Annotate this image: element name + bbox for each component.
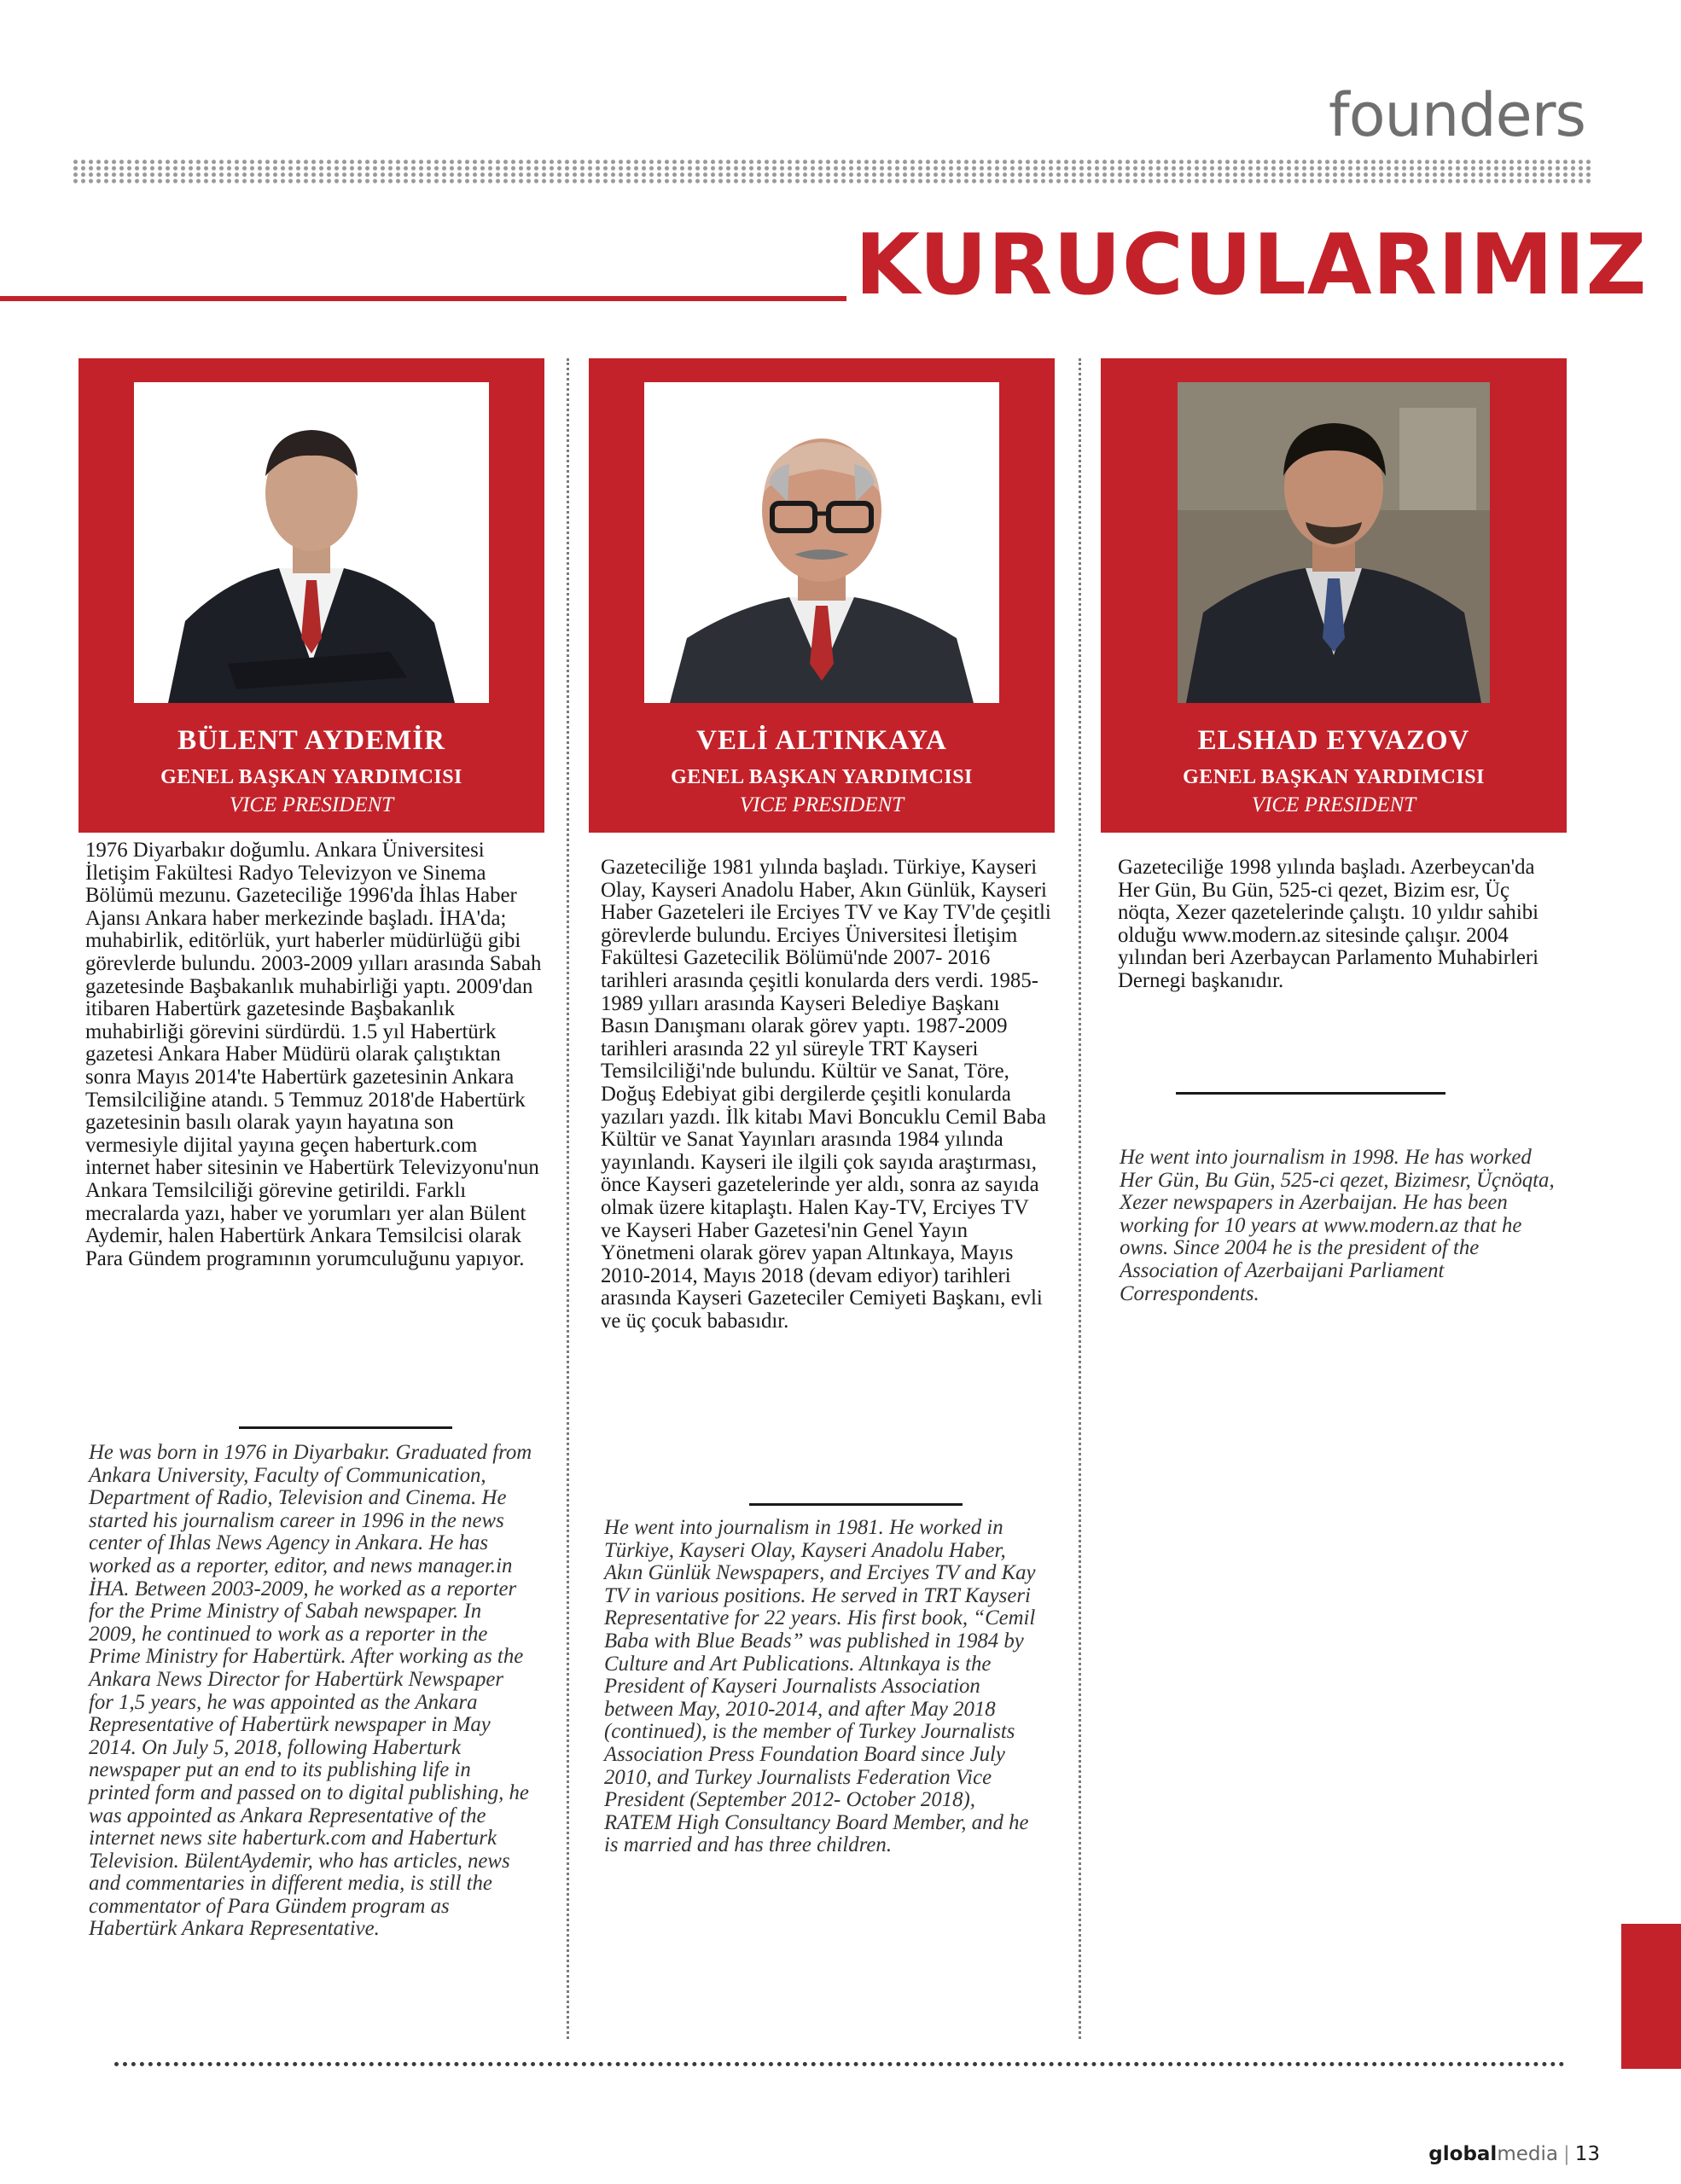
- bio-separator: [1176, 1092, 1445, 1095]
- founder-bio-tr: 1976 Diyarbakır doğumlu. Ankara Üniversitesi İletişim Fakültesi Radyo Televizyon ve Sinema Bölümü mezunu. Gazeteciliğe 1996'da İhlas Haber Ajansı Ankara haber merkezinde başladı. İHA'da; muhabirlik, editörlük, yurt haberler müdürlüğü gibi görevlerde bulundu. 2003-2009 yılları arasında Sabah gazetesinde Başbakanlık muhabirliği yaptı. 2009'dan itibaren Habertürk gazetesinde Başbakanlık muhabirliği görevini sürdürdü. 1.5 yıl Habertürk gazetesi Ankara Haber Müdürü olarak çalıştıktan sonra Mayıs 2014'te Habertürk gazetesinin Ankara Temsilciliğine atandı. 5 Temmuz 2018'de Habertürk gazetesinin basılı olarak yayın hayatına son vermesiyle dijital yayına geçen haberturk.com internet haber sitesinin ve Habertürk Televizyonu'nun Ankara Temsilciliği görevine getirildi. Farklı mecralarda yazı, haber ve yorumları yer alan Bülent Aydemir, halen Habertürk Ankara Temsilcisi olarak Para Gündem programının yorumculuğunu yapıyor.: [85, 839, 542, 1270]
- founder-role-tr: GENEL BAŞKAN YARDIMCISI: [671, 766, 973, 788]
- founder-bio-en: He went into journalism in 1981. He worked in Türkiye, Kayseri Olay, Kayseri Anadolu Haber, Akın Günlük Newspapers, and Erciyes TV and Kay TV in various positions. He served in TRT Kayseri Representative for 22 years. His first book, “Cemil Baba with Blue Beads” was published in 1984 by Culture and Art Publications. Altınkaya is the President of Kayseri Journalists Association between May, 2010-2014, and after May 2018 (continued), is the member of Turkey Journalists Association Press Foundation Board since July 2010, and Turkey Journalists Federation Vice President (September 2012- October 2018), RATEM High Consultancy Board Member, and he is married and has three children.: [604, 1516, 1036, 1857]
- founder-role-tr: GENEL BAŞKAN YARDIMCISI: [160, 766, 462, 788]
- column-divider: [1079, 358, 1081, 2039]
- section-label: founders: [1329, 80, 1585, 150]
- bio-separator: [749, 1503, 963, 1506]
- title-rule: [0, 296, 846, 301]
- founder-name: ELSHAD EYVAZOV: [1197, 725, 1470, 756]
- founder-bio-en: He was born in 1976 in Diyarbakır. Graduated from Ankara University, Faculty of Communication, Department of Radio, Television and Cinema. He started his journalism career in 1996 in the news center of Ihlas News Agency in Ankara. He has worked as a reporter, editor, and news manager.in İHA. Between 2003-2009, he worked as a reporter for the Prime Ministry of Sabah newspaper. In 2009, he continued to work as a reporter in the Prime Ministry for Habertürk. After working as the Ankara News Director for Habertürk Newspaper for 1,5 years, he was appointed as the Ankara Representative of Habertürk newspaper in May 2014. On July 5, 2018, following Haberturk newspaper put an end to its publishing life in printed form and passed on to digital publishing, he was appointed as Ankara Representative of the internet news site haberturk.com and Haberturk Television. BülentAydemir, who has articles, news and commentaries in different media, is still the commentator of Para Gündem program as Habertürk Ankara Representative.: [89, 1441, 532, 1941]
- footer-brand-light: media: [1497, 2143, 1558, 2165]
- founder-photo: [134, 382, 489, 703]
- founder-card: [79, 358, 544, 833]
- page-number: 13: [1574, 2143, 1600, 2165]
- founder-role-tr: GENEL BAŞKAN YARDIMCISI: [1183, 766, 1485, 788]
- column-divider: [567, 358, 569, 2039]
- founder-bio-en: He went into journalism in 1998. He has worked Her Gün, Bu Gün, 525-ci qezet, Bizimesr, Üçnöqta, Xezer newspapers in Azerbaijan. He has been working for 10 years at www.modern.az that he owns. Since 2004 he is the president of the Association of Azerbaijani Parliament Correspondents.: [1120, 1146, 1555, 1305]
- founder-card: [1101, 358, 1567, 833]
- founder-photo: [644, 382, 999, 703]
- founder-role-en: VICE PRESIDENT: [229, 793, 394, 816]
- founder-role-en: VICE PRESIDENT: [739, 793, 904, 816]
- founder-bio-tr: Gazeteciliğe 1998 yılında başladı. Azerbeycan'da Her Gün, Bu Gün, 525-ci qezet, Bizim esr, Üç nöqta, Xezer qazetelerinde çalıştı. 10 yıldır sahibi olduğu www.modern.az sitesinde çalışır. 2004 yılından beri Azerbaycan Parlamento Muhabirleri Dernegi başkanıdır.: [1118, 856, 1539, 992]
- dotted-band: [72, 159, 1591, 184]
- bottom-dotted-rule: [114, 2062, 1565, 2066]
- founder-name: BÜLENT AYDEMİR: [177, 725, 445, 756]
- bio-separator: [239, 1426, 452, 1429]
- footer-brand-bold: global: [1428, 2143, 1498, 2165]
- founder-card: [589, 358, 1055, 833]
- founder-bio-tr: Gazeteciliğe 1981 yılında başladı. Türkiye, Kayseri Olay, Kayseri Anadolu Haber, Akın Günlük, Kayseri Haber Gazeteleri ile Erciyes TV ve Kay TV'de çeşitli görevlerde bulundu. Erciyes Üniversitesi İletişim Fakültesi Gazetecilik Bölümü'nde 2007- 2016 tarihleri arasında çeşitli konularda ders verdi. 1985-1989 yılları arasında Kayseri Belediye Başkanı Basın Danışmanı olarak görev yaptı. 1987-2009 tarihleri arasında 22 yıl süreyle TRT Kayseri Temsilciliği'nde bulundu. Kültür ve Sanat, Töre, Doğuş Edebiyat gibi dergilerde çeşitli konularda yazıları yazdı. İlk kitabı Mavi Boncuklu Cemil Baba Kültür ve Sanat Yayınları arasında 1984 yılında yayınlandı. Kayseri ile ilgili çok sayıda araştırması, önce Kayseri gazetelerinde yer aldı, sonra az sayıda olmak üzere kitaplaştı. Halen Kay-TV, Erciyes TV ve Kayseri Haber Gazetesi'nin Genel Yayın Yönetmeni olarak görev yapan Altınkaya, Mayıs 2010-2014, Mayıs 2018 (devam ediyor) tarihleri arasında Kayseri Gazeteciler Cemiyeti Başkanı, evli ve üç çocuk babasıdır.: [601, 856, 1051, 1333]
- footer-separator: |: [1562, 2143, 1570, 2165]
- page-footer: [1428, 2143, 1600, 2165]
- founder-name: VELİ ALTINKAYA: [696, 725, 947, 756]
- page-title: KURUCULARIMIZ: [855, 217, 1648, 314]
- founder-photo: [1178, 382, 1490, 703]
- side-tab: [1621, 1924, 1681, 2069]
- founder-role-en: VICE PRESIDENT: [1251, 793, 1416, 816]
